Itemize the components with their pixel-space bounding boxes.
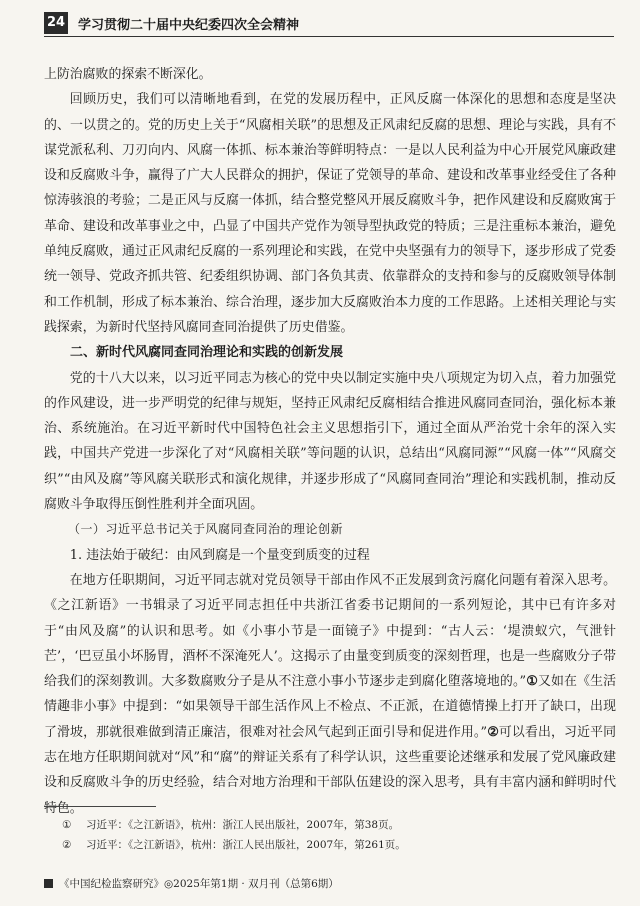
subsubsection-heading: 1. 违法始于破纪：由风到腐是一个量变到质变的过程: [69, 547, 370, 563]
paragraph-local-office: [44, 568, 616, 821]
footnotes: [62, 815, 612, 855]
paragraph-history-review: 回顾历史，我们可以清晰地看到，在党的发展历程中，正风反腐一体深化的思想和态度是坚决的、一以贯之的。党的历史上关于“风腐相关联”的思想及正风肃纪反腐的思想、理论与实践，具有不谋党派私利、刀刃向内、风腐一体抓、标本兼治等鲜明特点：一是以人民利益为中心开展党风廉政建设和反腐败斗争，赢得了广大人民群众的拥护，保证了党领导的革命、建设和改革事业经受住了各种惊涛骇浪的考验；二是正风与反腐一体抓，结合整党整风开展反腐败斗争，把作风建设和反腐败寓于革命、建设和改革事业之中，凸显了中国共产党作为领导型执政党的特质；三是注重标本兼治，避免单纯反腐败，通过正风肃纪反腐的一系列理论和实践，在党中央坚强有力的领导下，逐步形成了党委统一领导、党政齐抓共管、纪委组织协调、部门各负其责、依靠群众的支持和参与的反腐败领导体制和工作机制，形成了标本兼治、综合治理，逐步加大反腐败治本力度的工作思路。上述相关理论与实践探索，为新时代坚持风腐同查同治提供了历史借鉴。: [44, 92, 616, 335]
paragraph-new-era: 党的十八大以来，以习近平同志为核心的党中央以制定实施中央八项规定为切入点，着力加强党的作风建设，进一步严明党的纪律与规矩，坚持正风肃纪反腐相结合推进风腐同查同治，强化标本兼治、系统施治。在习近平新时代中国特色社会主义思想指引下，通过全面从严治党十余年的深入实践，中国共产党进一步深化了对“风腐相关联”等问题的认识，总结出“风腐同源”“风腐一体”“风腐交织”“由风及腐”等风腐关联形式和演化规律，并逐步形成了“风腐同查同治”理论和实践机制，推动反腐败斗争取得压倒性胜利并全面巩固。: [44, 370, 616, 513]
running-header: [44, 12, 614, 37]
square-bullet-icon: [44, 879, 53, 888]
paragraph-text-part-1: 在地方任职期间，习近平同志就对党员领导干部由作风不正发展到贪污腐化问题有着深入思考。《之江新语》一书辑录了习近平同志担任中共浙江省委书记期间的一系列短论，其中已有许多对于“由风及腐”的认识和思考。如《小事小节是一面镜子》中提到：“古人云：‘堤溃蚁穴，气泄针芒’，‘巴豆虽小坏肠胃，酒杯不深淹死人’。这揭示了由量变到质变的深刻哲理，也是一些腐败分子带给我们的深刻教训。大多数腐败分子是从不注意小事小节逐步走到腐化堕落境地的。”: [44, 572, 616, 690]
footnote-text: 习近平：《之江新语》，杭州：浙江人民出版社，2007年，第261页。: [86, 839, 406, 851]
footnote-divider: [44, 806, 156, 807]
footnote-ref-2: ②: [487, 724, 499, 740]
running-title: 学习贯彻二十届中央纪委四次全会精神: [78, 18, 300, 33]
journal-info: 《中国纪检监察研究》◎2025年第1期 · 双月刊（总第6期）: [59, 878, 339, 890]
footnote-mark: ①: [62, 819, 72, 831]
footnote-mark: ②: [62, 839, 72, 851]
footnote-2: [62, 835, 612, 855]
subsection-heading: （一）习近平总书记关于风腐同查同治的理论创新: [68, 522, 344, 537]
section-heading: 二、新时代风腐同查同治理论和实践的创新发展: [70, 345, 344, 361]
article-body: [44, 62, 616, 821]
footnote-1: [62, 815, 612, 835]
footnote-ref-1: ①: [526, 674, 538, 690]
page-number: 24: [44, 12, 68, 34]
paragraph-text-part-2: 又如在《生活情趣非小事》中提到：“如果领导干部生活作风上不检点、不正派，在道德情操上打开了缺口，出现了滑坡，那就很难做到清正廉洁，很难对社会风气起到正面引导和促进作用。”: [44, 674, 617, 740]
footnote-text: 习近平：《之江新语》，杭州：浙江人民出版社，2007年，第38页。: [86, 819, 400, 831]
page-footer: [44, 876, 604, 891]
paragraph-text-part-3: 可以看出，习近平同志在地方任职期间就对“风”和“腐”的辩证关系有了科学认识，这些重要论述继承和发展了党风廉政建设和反腐败斗争的历史经验，结合对地方治理和干部队伍建设的深入思考，具有丰富内涵和鲜明时代特色。: [44, 724, 617, 816]
paragraph-continuation: 上防治腐败的探索不断深化。: [44, 67, 212, 82]
